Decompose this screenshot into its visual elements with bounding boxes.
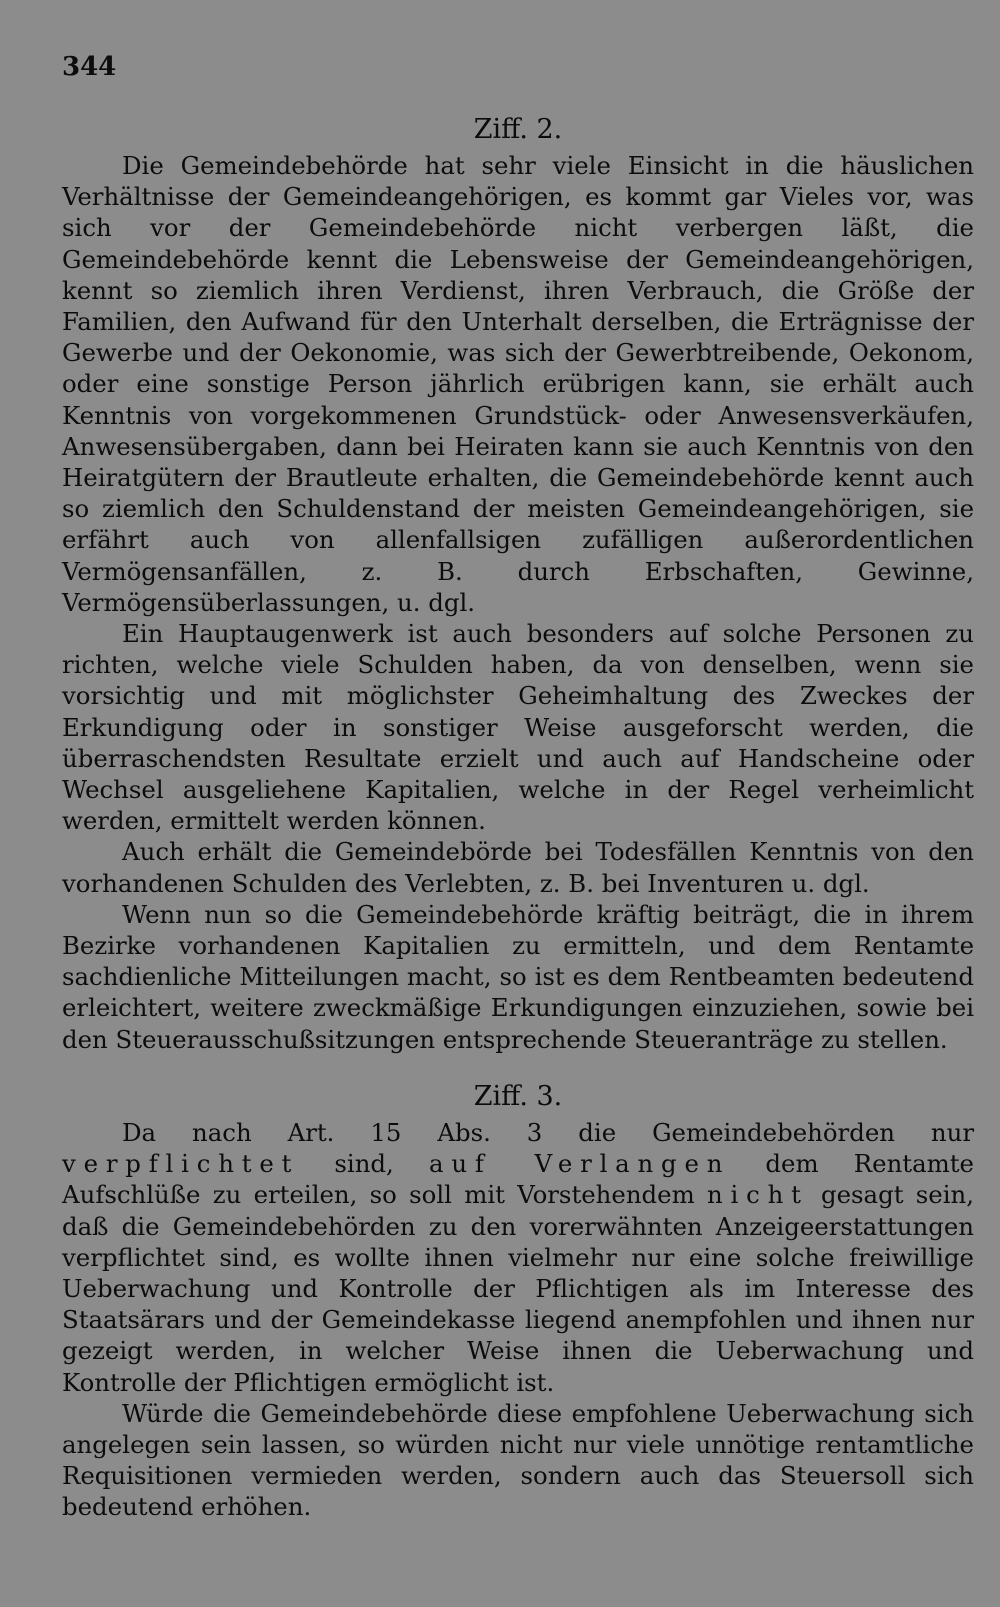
- paragraph-text: Würde die Gemeindebehörde diese empfohlene Ueberwachung sich angelegen sein lassen, so würden nicht nur viele unnötige rentamtliche Requisitionen vermieden werden, sondern auch das Steuersoll sich bedeutend erhöhen.: [62, 1398, 974, 1522]
- paragraph: [62, 1398, 974, 1523]
- paragraph-text: Die Gemeindebehörde hat sehr viele Einsicht in die häuslichen Verhältnisse der Gemeindeangehörigen, es kommt gar Vieles vor, was sich vor der Gemeindebehörde nicht verbergen läßt, die Gemeindebehörde kennt die Lebensweise der Gemeindeangehörigen, kennt so ziemlich ihren Verdienst, ihren Verbrauch, die Größe der Familien, den Aufwand für den Unterhalt derselben, die Erträgnisse der Gewerbe und der Oekonomie, was sich der Gewerbtreibende, Oekonom, oder eine sonstige Person jährlich erübrigen kann, sie erhält auch Kenntnis von vorgekommenen Grundstück- oder Anwesensverkäufen, Anwesensübergaben, dann bei Heiraten kann sie auch Kenntnis von den Heiratgütern der Brautleute erhalten, die Gemeindebehörde kennt auch so ziemlich den Schuldenstand der meisten Gemeindeangehörigen, sie erfährt auch von allenfallsigen zufälligen außerordentlichen Vermögensanfällen, z. B. durch Erbschaften, Gewinne, Vermögensüberlassungen, u. dgl.: [62, 151, 974, 617]
- paragraph: [62, 618, 974, 836]
- section-heading: Ziff. 3.: [473, 1080, 563, 1112]
- page-number: 344: [62, 52, 117, 82]
- emphasis-spaced-text: auf Verlangen: [428, 1149, 731, 1179]
- paragraph-text: Wenn nun so die Gemeindebehörde kräftig beiträgt, die in ihrem Bezirke vorhandenen Kapitalien zu ermitteln, und dem Rentamte sachdienliche Mitteilungen macht, so ist es dem Rentbeamten bedeutend erleichtert, weitere zweckmäßige Erkundigungen einzuziehen, sowie bei den Steuerausschußsitzungen entsprechende Steueranträge zu stellen.: [62, 899, 974, 1054]
- paragraph-text: dem Rentamte Aufschlüße zu erteilen, so soll mit Vorstehendem: [62, 1149, 974, 1210]
- paragraph: [62, 899, 974, 1055]
- paragraph-text: Da nach Art. 15 Abs. 3 die Gemeindebehörden nur: [122, 1117, 974, 1147]
- section-heading: Ziff. 2.: [473, 114, 563, 145]
- text-body: [62, 110, 974, 1523]
- paragraph-text: Auch erhält die Gemeindebörde bei Todesfällen Kenntnis von den vorhandenen Schulden des Verlebten, z. B. bei Inventuren u. dgl.: [62, 837, 974, 898]
- paragraph: [62, 150, 974, 618]
- emphasis-spaced-text: verpflichtet: [62, 1149, 300, 1179]
- emphasis-spaced-text: nicht: [706, 1180, 809, 1210]
- paragraph-text: gesagt sein, daß die Gemeindebehörden zu den vorerwähnten Anzeigeerstattungen verpflichtet sind, es wollte ihnen vielmehr nur eine solche freiwillige Ueberwachung und Kontrolle der Pflichtigen als im Interesse des Staatsärars und der Gemeindekasse liegend anempfohlen und ihnen nur gezeigt werden, in welcher Weise ihnen die Ueberwachung und Kontrolle der Pflichtigen ermöglicht ist.: [62, 1180, 974, 1397]
- paragraph-text: Ein Hauptaugenwerk ist auch besonders auf solche Personen zu richten, welche viele Schulden haben, da von denselben, wenn sie vorsichtig und mit möglichster Geheimhaltung des Zweckes der Erkundigung oder in sonstiger Weise ausgeforscht werden, die überraschendsten Resultate erzielt und auch auf Handscheine oder Wechsel ausgeliehene Kapitalien, welche in der Regel verheimlicht werden, ermittelt werden können.: [62, 619, 974, 836]
- paragraph: [62, 1117, 974, 1398]
- paragraph-text: sind,: [299, 1149, 429, 1179]
- paragraph: [62, 836, 974, 898]
